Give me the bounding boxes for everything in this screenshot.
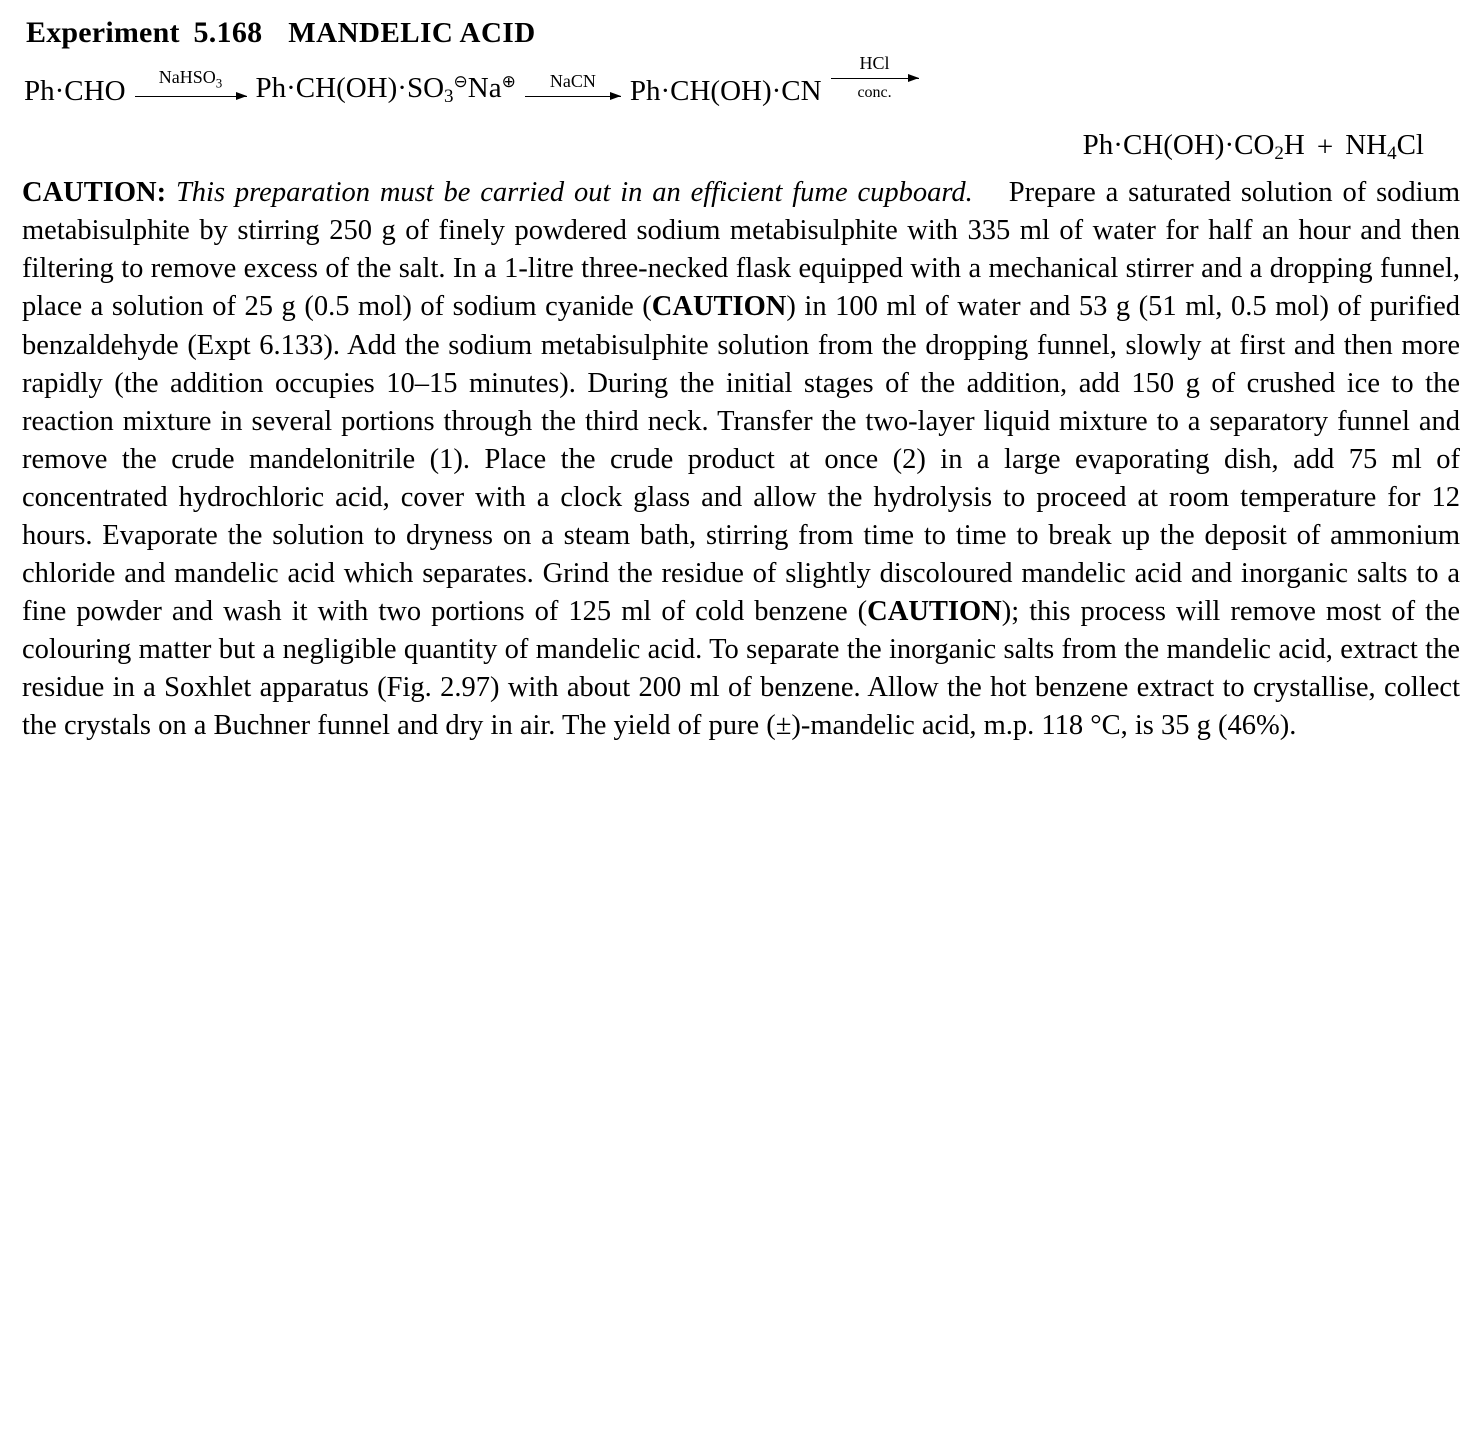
caution-statement: This preparation must be carried out in an efficient fume cupboard. <box>175 177 973 209</box>
reaction-arrow-1 <box>135 68 247 101</box>
positive-charge-icon: ⊕ <box>501 71 516 91</box>
reaction-arrow-2 <box>525 72 621 102</box>
arrow-shaft-icon <box>135 92 247 102</box>
caution-inline-1: CAUTION <box>651 291 787 323</box>
reaction-arrow-3-label-bottom: conc. <box>857 83 892 101</box>
caution-inline-2: CAUTION <box>867 595 1002 627</box>
reaction-arrow-2-label: NaCN <box>549 70 596 91</box>
scheme-intermediate-2: Ph·CH(OH)·CN <box>629 74 822 107</box>
experiment-label: Experiment <box>26 16 180 49</box>
reaction-arrow-1-label: NaHSO$_3$ <box>158 67 223 92</box>
procedure-text-part-2: ) in 100 ml of water and 53 g (51 ml, 0.5 mol) of purified benzaldehyde (Expt 6.133). Add the sodium metabisulphite solution from the dropping funnel, slowly at first and then more rapidly (the addition occupies 10–15 minutes). During the initial stages of the addition, add 150 g of crushed ice to the reaction mixture in several portions through the third neck. Transfer the two-layer liquid mixture to a separatory funnel and remove the crude mandelonitrile (1). Place the crude product at once (2) in a large evaporating dish, add 75 ml of concentrated hydrochloric acid, cover with a clock glass and allow the hydrolysis to proceed at room temperature for 12 hours. Evaporate the solution to dryness on a steam bath, stirring from time to time to break up the deposit of ammonium chloride and mandelic acid which separates. Grind the residue of slightly discoloured mandelic acid and inorganic salts to a fine powder and wash it with two portions of 125 ml of cold benzene ( <box>22 291 1460 627</box>
experiment-title: MANDELIC ACID <box>288 17 536 49</box>
reaction-arrow-1-label-sub: 3 <box>215 76 223 92</box>
procedure-text-part-1: Prepare a saturated solution of sodium metabisulphite by stirring 250 g of finely powdered sodium metabisulphite with 335 ml of water for half an hour and then filtering to remove excess of the salt. In a 1-litre three-necked flask equipped with a mechanical stirrer and a dropping funnel, place a solution of 25 g (0.5 mol) of sodium cyanide ( <box>22 177 1461 323</box>
scheme-intermediate-1: $Ph\cdot CH(OH)\cdot SO_3⊖Na\oplus$ <box>255 71 516 107</box>
scheme-byproduct: $NH_4Cl$ <box>1345 128 1424 164</box>
reaction-arrow-3 <box>831 54 919 102</box>
caution-label: CAUTION <box>22 177 157 209</box>
negative-charge-icon: ⊖ <box>453 71 468 91</box>
caution-colon: : <box>156 177 167 209</box>
arrow-shaft-icon <box>831 74 919 84</box>
reaction-scheme <box>24 53 1460 164</box>
procedure-body <box>22 174 1460 745</box>
scheme-reactant: Ph·CHO <box>24 74 126 107</box>
scheme-product: $Ph\cdot CH(OH)\cdot CO_2H$ <box>1082 128 1305 164</box>
reaction-scheme-row-2 <box>24 130 1460 165</box>
arrow-shaft-icon <box>525 92 621 102</box>
page-title <box>26 16 1460 50</box>
reaction-arrow-3-label-top: HCl <box>859 53 890 73</box>
procedure-text-part-3: ); this process will remove most of the colouring matter but a negligible quantity of mandelic acid. To separate the inorganic salts from the mandelic acid, extract the residue in a Soxhlet apparatus (Fig. 2.97) with about 200 ml of benzene. Allow the hot benzene extract to crystallise, collect the crystals on a Buchner funnel and dry in air. The yield of pure (±)-mandelic acid, m.p. 118 °C, is 35 g (46%). <box>22 595 1461 741</box>
experiment-number: 5.168 <box>193 16 263 49</box>
scheme-plus-sign: + <box>1316 131 1334 164</box>
reaction-scheme-row-1 <box>24 53 1460 108</box>
procedure-paragraph <box>22 174 1460 745</box>
